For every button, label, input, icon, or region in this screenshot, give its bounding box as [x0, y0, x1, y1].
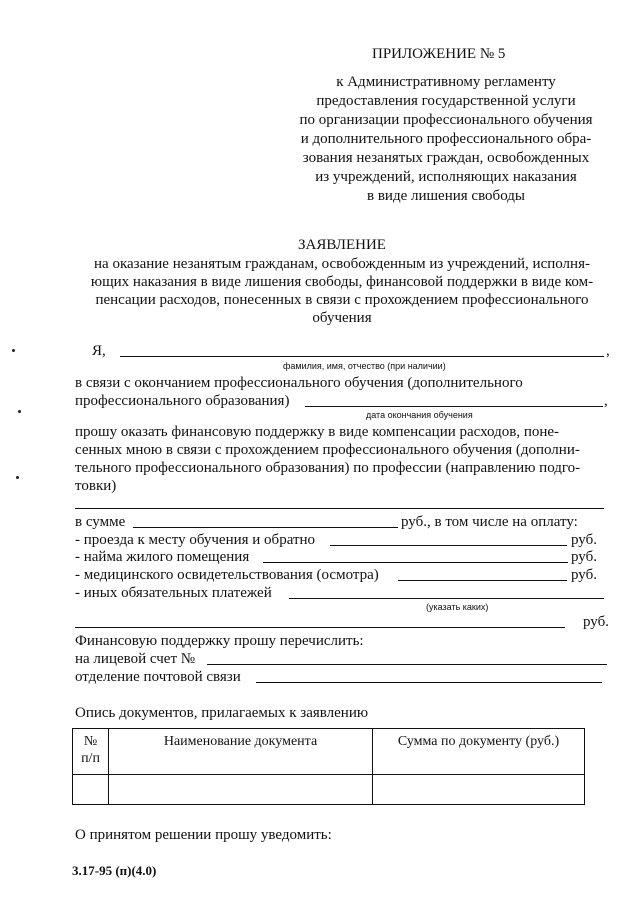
reason-line: в связи с окончанием профессионального обучения (дополнительного [75, 375, 523, 391]
reason-line: профессионального образования) [75, 393, 290, 409]
rub-label: руб. [571, 567, 597, 583]
table-cell[interactable] [373, 775, 585, 805]
rub-label: руб. [571, 549, 597, 565]
housing-sum-field[interactable] [263, 562, 568, 563]
date-hint: дата окончания обучения [366, 410, 473, 420]
i-label: Я, [92, 343, 106, 359]
item-travel: - проезда к месту обучения и обратно [75, 532, 316, 548]
other-sum-field[interactable] [75, 627, 565, 628]
comma: , [604, 393, 608, 409]
annex-line: в виде лишения свободы [367, 188, 525, 204]
table-cell[interactable] [109, 775, 373, 805]
table-cell[interactable] [73, 775, 109, 805]
medical-sum-field[interactable] [398, 580, 567, 581]
documents-table [72, 728, 585, 805]
rub-label: руб. [571, 532, 597, 548]
request-line: товки) [75, 478, 117, 494]
scan-speck [12, 349, 15, 352]
request-line: сенных мною в связи с прохождением профессионального обучения (дополни- [75, 442, 580, 458]
annex-line: и дополнительного профессионального обра- [300, 131, 592, 147]
annex-line: к Административному регламенту [336, 74, 556, 90]
request-line: тельного профессионального образования) по профессии (направлению подго- [75, 460, 581, 476]
notify-label: О принятом решении прошу уведомить: [75, 827, 332, 843]
footer-code: 3.17-95 (п)(4.0) [72, 863, 157, 878]
profession-field[interactable] [75, 508, 604, 509]
sum-label: в сумме [75, 514, 126, 530]
transfer-label: Финансовую поддержку прошу перечислить: [75, 633, 364, 649]
travel-sum-field[interactable] [330, 545, 567, 546]
account-field[interactable] [207, 664, 607, 665]
table-header-row [73, 729, 585, 775]
document-title: ЗАЯВЛЕНИЕ [298, 237, 386, 253]
heading-line: обучения [312, 310, 372, 326]
annex-line: предоставления государственной услуги [316, 93, 576, 109]
scan-speck [16, 476, 19, 479]
sum-field[interactable] [133, 527, 398, 528]
col-name-header: Наименование документа [109, 729, 373, 775]
heading-line: ющих наказания в виде лишения свободы, финансовой поддержки в виде ком- [90, 274, 594, 290]
annex-line: из учреждений, исполняющих наказания [315, 169, 577, 185]
annex-title: ПРИЛОЖЕНИЕ № 5 [372, 46, 506, 62]
post-office-field[interactable] [256, 682, 602, 683]
post-office-label: отделение почтовой связи [75, 669, 241, 685]
end-date-field[interactable] [305, 406, 603, 407]
request-line: прошу оказать финансовую поддержку в виде компенсации расходов, поне- [75, 424, 560, 440]
fio-field[interactable] [120, 356, 604, 357]
item-other: - иных обязательных платежей [75, 585, 272, 601]
item-housing: - найма жилого помещения [75, 549, 250, 565]
inventory-label: Опись документов, прилагаемых к заявлению [75, 705, 369, 721]
annex-line: по организации профессионального обучения [299, 112, 593, 128]
fio-hint: фамилия, имя, отчество (при наличии) [283, 361, 446, 371]
scan-speck [18, 410, 21, 413]
col-sum-header: Сумма по документу (руб.) [373, 729, 585, 775]
account-label: на лицевой счет № [75, 651, 196, 667]
item-medical: - медицинского освидетельствования (осмотра) [75, 567, 379, 583]
heading-line: на оказание незанятым гражданам, освобожденным из учреждений, исполня- [94, 256, 590, 272]
col-number-header: № п/п [73, 729, 109, 775]
table-row [73, 775, 585, 805]
other-hint: (указать каких) [426, 602, 489, 612]
other-payments-field[interactable] [289, 598, 604, 599]
sum-suffix: руб., в том числе на оплату: [401, 514, 578, 530]
annex-line: зования незанятых граждан, освобожденных [302, 150, 590, 166]
rub-label: руб. [583, 614, 609, 630]
comma: , [606, 343, 610, 359]
heading-line: пенсации расходов, понесенных в связи с прохождением профессионального [95, 292, 589, 308]
